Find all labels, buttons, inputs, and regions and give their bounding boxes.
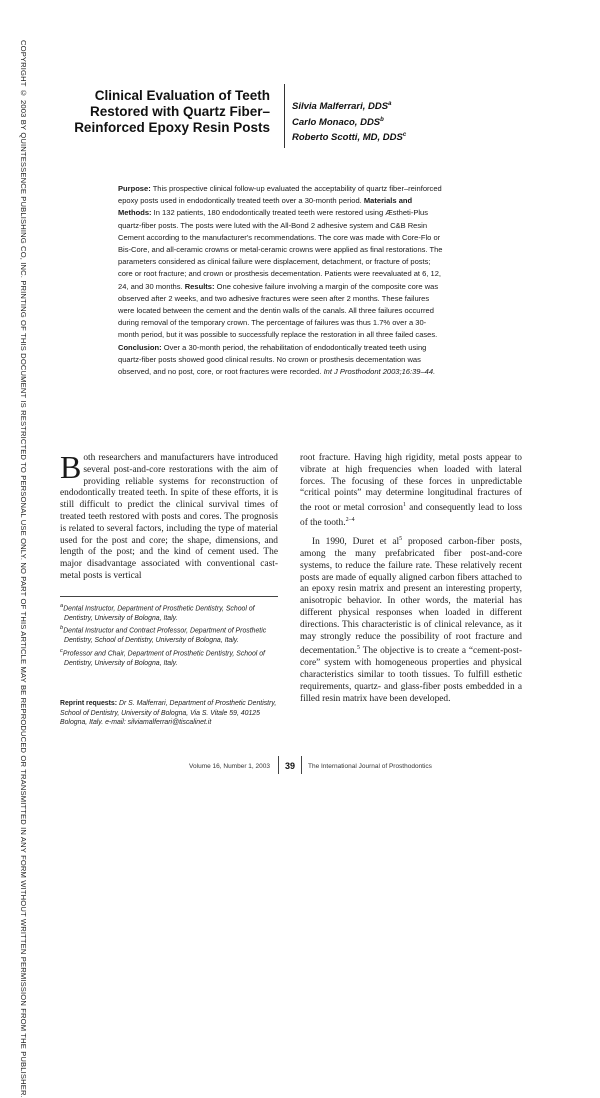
author: Carlo Monaco, DDS$^b$ — [292, 116, 384, 128]
affiliation: $^b$Dental Instructor and Contract Professor, Department of Prosthetic Dentistry, School of Dentistry, University of Bologna, Italy. — [60, 625, 267, 645]
body-column-left — [60, 449, 278, 583]
results-text: One cohesive failure involving a margin of the composite core was observed after 2 weeks, and two adhesive fractures were seen after 2 months. These failures were located between the cement and the dentin walls of the canals. All three failures occurred during removal of the temporary crown. The percentage of failures was thus 1.7% over a 30-month period, but it was possible to successfully replace the restoration in all three failed cases. — [118, 281, 439, 340]
paragraph: In 1990, Duret et $al^5$ proposed carbon-fiber posts, among the many prefabricated fiber post-and-core systems, to reduce the failure rate. These relatively recent posts are made of equally aligned carbon fibers attached to an epoxy resin matrix and present an interesting property, anisotropic behavior. In other words, the material has different physical responses when loaded in different directions. This characteristic is of clinical relevance, as it may strongly reduce the possibility of root fracture and decementation.$^5$ The objective is to create a “cement-post-core” system with homogeneous properties and physical characteristics similar to tooth tissues. To fulfill esthetic requirements, quartz- and glass-fiber posts embedded in a filled resin matrix have been developed. — [300, 536, 522, 704]
conclusion-text: Over a 30-month period, the rehabilitation of endodontically treated teeth using quartz-fiber posts showed good clinical results. No crown or prosthesis decementation was observed, and no post, core, or root fractures were recorded. — [118, 342, 427, 377]
author-list — [292, 98, 406, 145]
drop-cap: B — [60, 449, 82, 485]
page-footer — [0, 756, 600, 776]
citation: Int J Prosthodont 2003;16:39–44. — [323, 367, 436, 377]
conclusion-label: Conclusion: — [118, 342, 162, 352]
article-title — [60, 88, 270, 136]
reprint-requests — [60, 699, 280, 728]
abstract — [118, 183, 446, 378]
title-divider — [284, 84, 285, 148]
journal-name: The International Journal of Prosthodontics — [308, 763, 432, 770]
paragraph: root fracture. Having high rigidity, metal posts appear to vibrate at high frequencies when loaded with lateral forces. The focusing of these forces in unpredictable “critical points” may determine longitudinal fractures of the root or metal corrosion$^1$ and consequently lead to loss of the tooth.$^{2-4}$ — [300, 453, 522, 529]
methods-label: Materials and Methods: — [118, 196, 413, 218]
author-affiliations — [60, 602, 280, 669]
affiliation: $^a$Dental Instructor, Department of Prosthetic Dentistry, School of Dentistry, University of Bologna, Italy. — [60, 603, 255, 622]
title-line-3: Reinforced Epoxy Resin Posts — [74, 120, 270, 135]
reprint-label: Reprint requests: — [60, 700, 118, 707]
author: Silvia Malferrari, DDS$^a$ — [292, 101, 392, 113]
author: Roberto Scotti, MD, DDS$^c$ — [292, 132, 407, 144]
purpose-label: Purpose: — [118, 184, 151, 193]
title-line-2: Restored with Quartz Fiber– — [89, 104, 270, 119]
affiliation: $^c$Professor and Chair, Department of Prosthetic Dentistry, School of Dentistry, University of Bologna, Italy. — [60, 647, 265, 667]
page-number: 39 — [278, 756, 302, 774]
reprint-text: Dr S. Malferrari, Department of Prosthetic Dentistry, School of Dentistry, University of Bologna, Via S. Vitale 59, 40125 Bologna, Italy. e-mail: silviamalferrari@tiscalinet.it — [60, 700, 277, 727]
methods-text: In 132 patients, 180 endodontically treated teeth were restored using Æstheti-Plus quartz-fiber posts. The posts were luted with the All-Bond 2 adhesive system and C&B Resin Cement according to the manufacturer's recommendations. The core was made with Core-Flo or Bis-Core, and all-ceramic crowns or metal-ceramic crowns were applied as final restorations. The parameters considered as clinical failure were displacement, detachment, or fracture of posts; core or root fracture; and crown or prosthesis decementation. Patients were reevaluated at 6, 12, 24, and 30 months. — [118, 208, 443, 291]
footnote-divider — [60, 596, 278, 597]
intro-paragraph: oth researchers and manufacturers have introduced several post-and-core restorations with the aim of providing reliable systems for reconstruction of endodontically treated teeth. In spite of these efforts, it is still difficult to predict the clinical survival times of treated teeth restored with posts and cores. The prognosis is related to several factors, including the type of material used for the post and core; the shape, dimensions, and length of the post; and the kind of cement used. The major disadvantage associated with conventional cast-metal posts is vertical — [60, 453, 278, 581]
results-label: Results: — [184, 281, 215, 291]
journal-volume: Volume 16, Number 1, 2003 — [189, 763, 270, 770]
purpose-text: This prospective clinical follow-up evaluated the acceptability of quartz fiber–reinforced epoxy posts used in endodontically treated teeth over a 30-month period. — [118, 184, 442, 206]
body-column-right — [300, 453, 522, 709]
copyright-sidebar — [18, 40, 42, 1098]
copyright-text: COPYRIGHT © 2003 BY QUINTESSENCE PUBLISHING CO, INC. PRINTING OF THIS DOCUMENT IS RESTRICTED TO PERSONAL USE ONLY. NO PART OF THIS ARTICLE MAY BE REPRODUCED OR TRANSMITTED IN ANY FORM WITHOUT WRITTEN PERMISSION FROM THE PUBLISHER. — [19, 40, 28, 1098]
title-line-1: Clinical Evaluation of Teeth — [94, 88, 270, 103]
